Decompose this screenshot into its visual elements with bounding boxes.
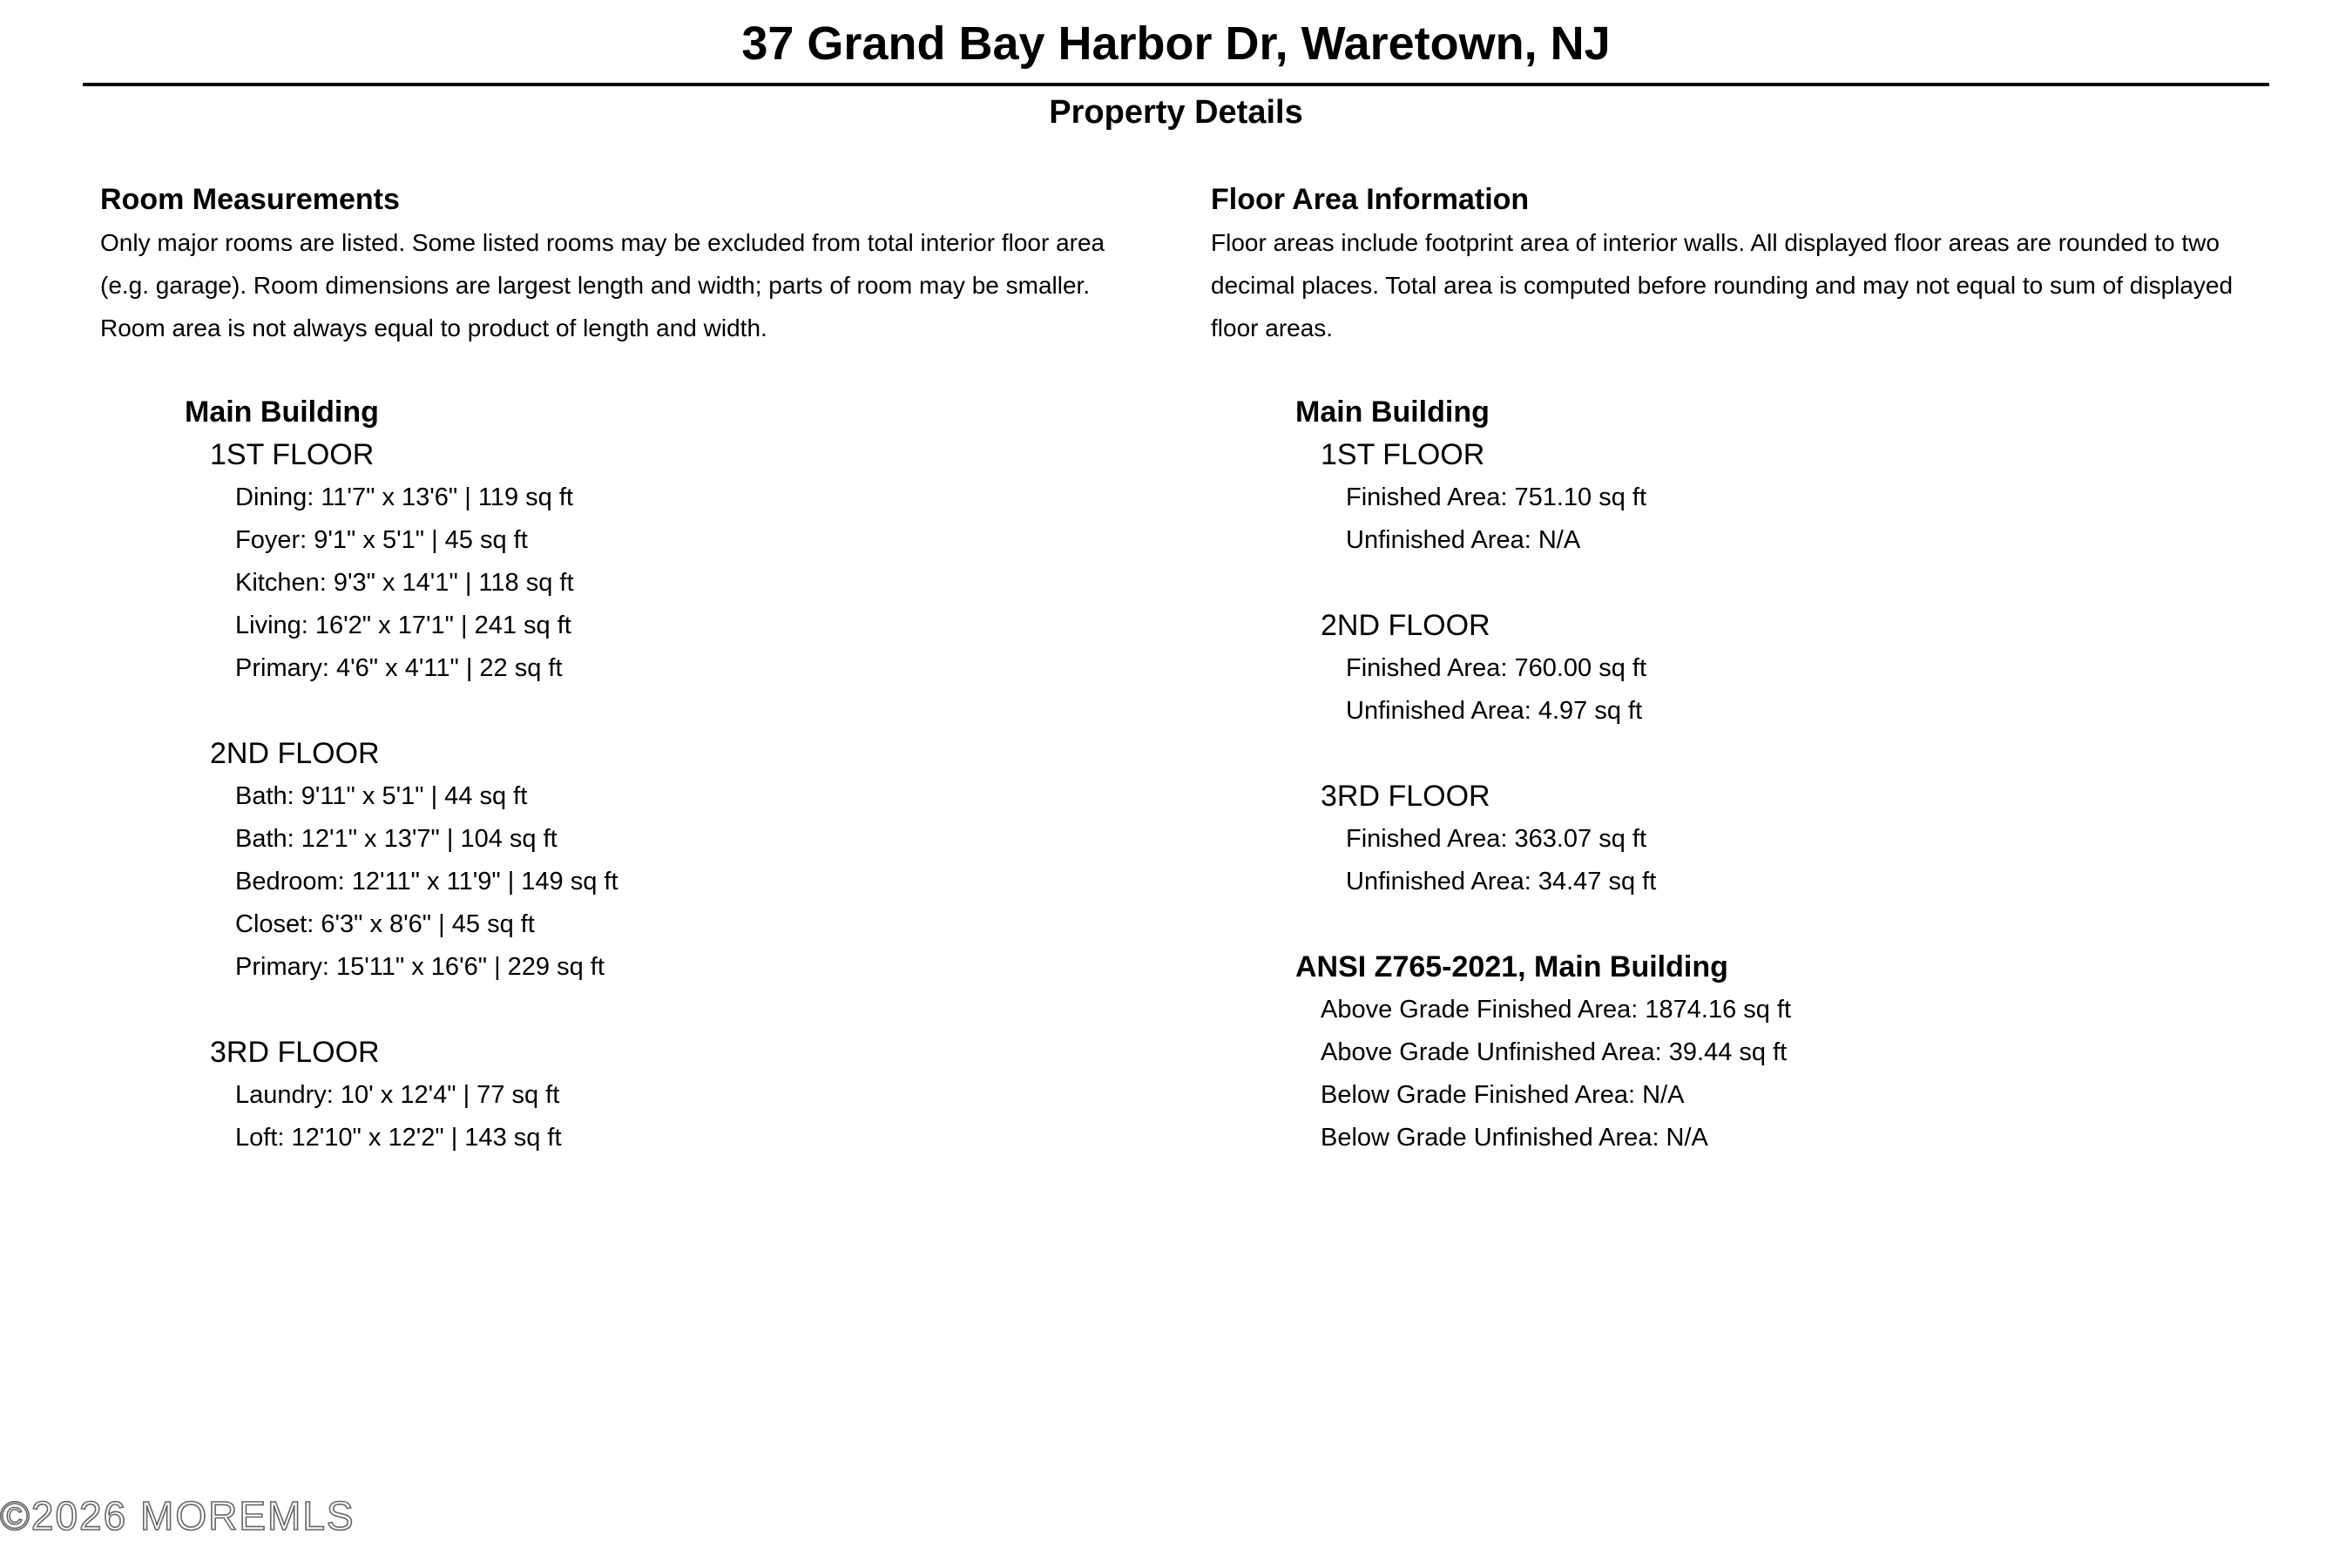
ansi-section (1211, 946, 2308, 1159)
area-row: Unfinished Area: 4.97 sq ft (1346, 697, 1643, 725)
ansi-row: Below Grade Finished Area: N/A (1321, 1081, 1685, 1109)
floor-label: 2ND FLOOR (1321, 609, 1490, 642)
room-measurements-building (100, 391, 1180, 1159)
floor-area-heading: Floor Area Information (1211, 183, 1530, 216)
area-row: Finished Area: 760.00 sq ft (1346, 654, 1646, 682)
floor-label: 1ST FLOOR (210, 438, 375, 471)
floor-area-note-line: floor areas. (1211, 314, 1334, 341)
area-row: Finished Area: 751.10 sq ft (1346, 483, 1646, 511)
page-title: 37 Grand Bay Harbor Dr, Waretown, NJ (741, 17, 1611, 70)
room-floor-2nd (185, 733, 1180, 989)
floor-area-section (1211, 178, 2308, 1159)
ansi-row: Below Grade Unfinished Area: N/A (1321, 1124, 1708, 1152)
section-subtitle: Property Details (1049, 94, 1303, 131)
room-measurements-section (100, 178, 1180, 1202)
area-row: Finished Area: 363.07 sq ft (1346, 825, 1646, 853)
room-row: Living: 16'2" x 17'1" | 241 sq ft (235, 612, 571, 639)
floor-area-note-line: Floor areas include footprint area of interior walls. All displayed floor areas are rounded to two (1211, 229, 2220, 256)
title-divider (83, 83, 2269, 86)
room-row: Primary: 4'6" x 4'11" | 22 sq ft (235, 654, 563, 682)
room-row: Bath: 12'1" x 13'7" | 104 sq ft (235, 825, 558, 853)
floor-label: 2ND FLOOR (210, 737, 380, 770)
room-row: Loft: 12'10" x 12'2" | 143 sq ft (235, 1124, 562, 1152)
ansi-row: Above Grade Finished Area: 1874.16 sq ft (1321, 996, 1792, 1024)
room-measurements-note-line: Room area is not always equal to product of length and width. (100, 314, 767, 341)
floor-label: 3RD FLOOR (1321, 780, 1490, 813)
floor-label: 1ST FLOOR (1321, 438, 1485, 471)
room-row: Closet: 6'3" x 8'6" | 45 sq ft (235, 910, 535, 938)
building-heading: Main Building (1295, 395, 1490, 429)
area-floor-3rd (1295, 775, 2308, 903)
room-floor-3rd (185, 1031, 1180, 1159)
room-row: Bedroom: 12'11" x 11'9" | 149 sq ft (235, 868, 618, 896)
area-floor-2nd (1295, 605, 2308, 733)
ansi-row: Above Grade Unfinished Area: 39.44 sq ft (1321, 1038, 1788, 1066)
room-row: Foyer: 9'1" x 5'1" | 45 sq ft (235, 526, 528, 554)
room-floor-1st (185, 434, 1180, 690)
room-row: Primary: 15'11" x 16'6" | 229 sq ft (235, 953, 605, 981)
area-row: Unfinished Area: N/A (1346, 526, 1581, 554)
area-row: Unfinished Area: 34.47 sq ft (1346, 868, 1657, 896)
room-row: Bath: 9'11" x 5'1" | 44 sq ft (235, 782, 528, 810)
room-measurements-note-line: Only major rooms are listed. Some listed rooms may be excluded from total interior floor area (100, 229, 1105, 256)
room-row: Laundry: 10' x 12'4" | 77 sq ft (235, 1081, 560, 1109)
ansi-heading: ANSI Z765-2021, Main Building (1295, 950, 1728, 983)
floor-area-building (1211, 391, 2308, 903)
room-row: Kitchen: 9'3" x 14'1" | 118 sq ft (235, 569, 574, 597)
room-measurements-heading: Room Measurements (100, 183, 400, 216)
room-row: Dining: 11'7" x 13'6" | 119 sq ft (235, 483, 573, 511)
area-floor-1st (1295, 434, 2308, 562)
copyright-watermark: ©2026 MOREMLS (0, 1493, 355, 1538)
floor-label: 3RD FLOOR (210, 1036, 380, 1069)
floor-area-note-line: decimal places. Total area is computed before rounding and may not equal to sum of displayed (1211, 272, 2234, 299)
building-heading: Main Building (185, 395, 379, 429)
room-measurements-note-line: (e.g. garage). Room dimensions are largest length and width; parts of room may be smaller. (100, 272, 1091, 299)
